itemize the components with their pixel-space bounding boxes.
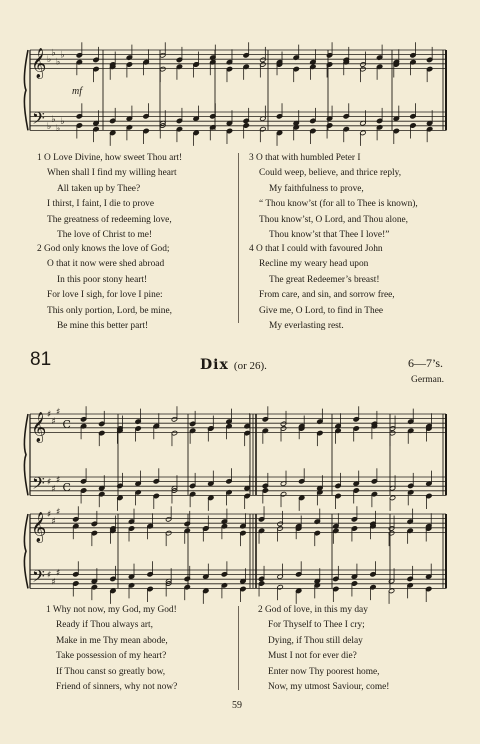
treble-clef: 𝄞 bbox=[31, 412, 47, 443]
sharp-sign: ♯ bbox=[51, 577, 56, 588]
verse-line: All taken up by Thee? bbox=[57, 183, 141, 194]
verse-line: “ Thou know’st (for all to Thee is known), bbox=[259, 199, 418, 210]
verse-line: Enter now Thy poorest home, bbox=[268, 666, 380, 677]
verse-line: Must I not for ever die? bbox=[268, 651, 357, 662]
verse-line: Why not now, my God, my God! bbox=[52, 605, 177, 615]
verse-line: Recline my weary head upon bbox=[259, 259, 369, 270]
verse-line: From care, and sin, and sorrow free, bbox=[259, 290, 395, 301]
verse-number: 3 bbox=[249, 153, 254, 163]
tune-heading bbox=[200, 354, 267, 373]
verse-line: Dying, if Thou still delay bbox=[268, 635, 363, 646]
verse-number: 2 bbox=[258, 605, 263, 615]
hymn-number: 81 bbox=[30, 349, 52, 370]
flat-sign: ♭ bbox=[56, 57, 61, 68]
verse-line: Friend of sinners, why not now? bbox=[56, 682, 178, 693]
system-brace bbox=[24, 514, 28, 588]
verse-line: When shall I find my willing heart bbox=[47, 168, 177, 179]
sharp-sign: ♯ bbox=[51, 484, 56, 495]
flat-sign: ♭ bbox=[56, 124, 61, 135]
verse-line: Could weep, believe, and thrice reply, bbox=[259, 168, 402, 179]
verse-4 bbox=[249, 242, 395, 334]
sharp-sign: ♯ bbox=[47, 570, 52, 581]
sharp-sign: ♯ bbox=[47, 510, 52, 520]
flat-sign: ♭ bbox=[60, 117, 65, 128]
verse-line: The great Redeemer’s breast! bbox=[269, 274, 380, 285]
sharp-sign: ♯ bbox=[56, 475, 61, 486]
sharp-sign: ♯ bbox=[56, 568, 61, 579]
column-divider bbox=[238, 153, 239, 323]
flat-sign: ♭ bbox=[47, 121, 52, 132]
system-brace bbox=[24, 414, 28, 495]
verse-2 bbox=[258, 603, 389, 695]
verse-line: The love of Christ to me! bbox=[57, 230, 153, 241]
verse-line: I thirst, I faint, I die to prove bbox=[47, 199, 155, 210]
verse-number: 1 bbox=[37, 153, 42, 163]
verse-line: God only knows the love of God; bbox=[44, 244, 170, 254]
treble-clef: 𝄞 bbox=[31, 48, 47, 79]
verse-line: Thou know’st that Thee I love!” bbox=[269, 230, 390, 241]
sharp-sign: ♯ bbox=[56, 507, 61, 518]
verse-line: O that with humbled Peter I bbox=[256, 153, 361, 163]
flat-sign: ♭ bbox=[51, 114, 56, 125]
verse-line: Make in me Thy mean abode, bbox=[56, 635, 168, 646]
column-divider bbox=[238, 606, 239, 690]
verse-line: The greatness of redeeming love, bbox=[47, 214, 172, 225]
verse-line: Thou know’st, O Lord, and Thou alone, bbox=[259, 214, 409, 225]
page-number: 59 bbox=[232, 700, 242, 711]
system-brace bbox=[24, 50, 28, 130]
sharp-sign: ♯ bbox=[47, 477, 52, 488]
treble-clef: 𝄞 bbox=[31, 512, 47, 543]
verse-line: O Love Divine, how sweet Thou art! bbox=[44, 153, 183, 163]
tune-name: Dix bbox=[200, 357, 229, 373]
verse-number: 4 bbox=[249, 244, 254, 254]
bass-clef: 𝄢 bbox=[32, 107, 45, 132]
verse-line: My everlasting rest. bbox=[269, 321, 344, 332]
bass-clef: 𝄢 bbox=[32, 565, 45, 590]
sharp-sign: ♯ bbox=[51, 416, 56, 427]
dynamic-marking: mf bbox=[72, 86, 82, 97]
composer: German. bbox=[411, 375, 444, 385]
flat-sign: ♭ bbox=[47, 55, 52, 66]
verse-line: God of love, in this my day bbox=[265, 605, 368, 615]
verse-1 bbox=[46, 603, 177, 695]
flat-sign: ♭ bbox=[60, 50, 65, 61]
verse-1 bbox=[37, 151, 182, 243]
verse-line: Now, my utmost Saviour, come! bbox=[268, 682, 390, 693]
sharp-sign: ♯ bbox=[56, 407, 61, 418]
verse-line: For love I sigh, for love I pine: bbox=[47, 290, 163, 301]
verse-line: Give me, O Lord, to find in Thee bbox=[259, 305, 384, 316]
sharp-sign: ♯ bbox=[51, 516, 56, 527]
verse-3 bbox=[249, 151, 418, 243]
sharp-sign: ♯ bbox=[47, 410, 52, 420]
verse-line: O that I could with favoured John bbox=[256, 244, 383, 254]
tune-reference: (or 26). bbox=[233, 360, 267, 372]
verse-line: My faithfulness to prove, bbox=[269, 183, 364, 194]
verse-line: Ready if Thou always art, bbox=[56, 620, 153, 631]
verse-line: Be mine this better part! bbox=[57, 321, 149, 332]
verse-line: In this poor stony heart! bbox=[57, 274, 148, 285]
flat-sign: ♭ bbox=[51, 48, 56, 59]
verse-number: 2 bbox=[37, 244, 42, 254]
time-signature: C bbox=[62, 480, 71, 494]
verse-number: 1 bbox=[46, 605, 51, 615]
bass-clef: 𝄢 bbox=[32, 472, 45, 497]
verse-line: This only portion, Lord, be mine, bbox=[47, 305, 172, 316]
verse-2 bbox=[37, 242, 172, 334]
verse-line: For Thyself to Thee I cry; bbox=[268, 620, 365, 631]
verse-line: If Thou canst so greatly bow, bbox=[56, 666, 166, 677]
time-signature: C bbox=[62, 417, 71, 431]
meter: 6—7’s. bbox=[408, 356, 444, 370]
verse-line: Take possession of my heart? bbox=[56, 651, 167, 662]
verse-line: O that it now were shed abroad bbox=[47, 259, 165, 270]
